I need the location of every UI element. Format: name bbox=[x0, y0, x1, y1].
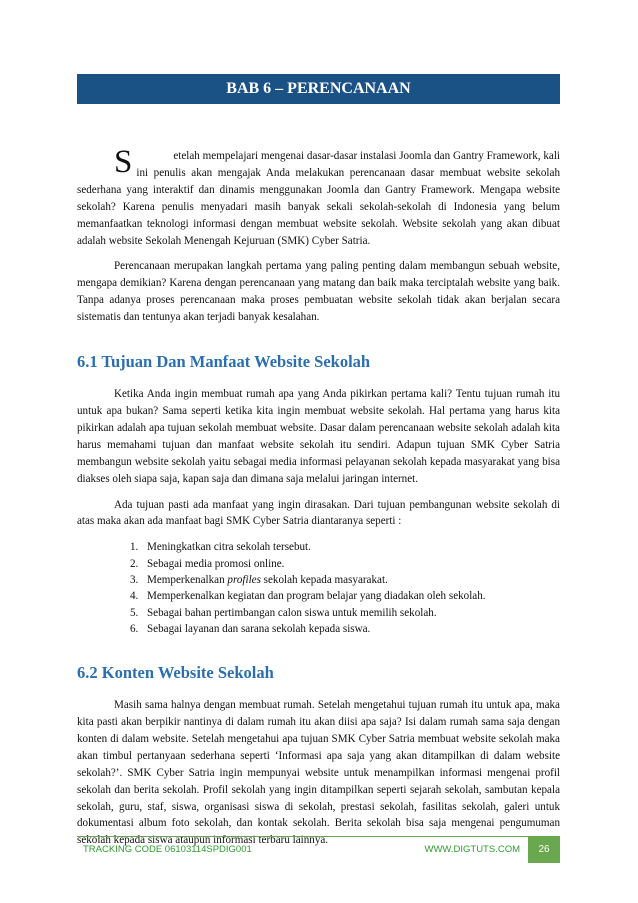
list-item: 4. Memperkenalkan kegiatan dan program belajar yang diadakan oleh sekolah. bbox=[130, 590, 486, 603]
dropcap-letter: S bbox=[114, 144, 133, 180]
section-heading-tujuan: 6.1 Tujuan Dan Manfaat Website Sekolah bbox=[77, 352, 371, 372]
page-number: 26 bbox=[528, 837, 560, 863]
intro-paragraph-2: Perencanaan merupakan langkah pertama yang paling penting dalam membangun sebuah website, mengapa demikian? Karena dengan perencanaan yang matang dan baik maka terciptalah website yang baik. Tanpa adanya proses perencanaan maka proses pembuatan website sekolah tidak akan berjalan secara sistematis dan tentunya akan terjadi banyak kesalahan. bbox=[77, 260, 560, 324]
list-item: 1. Meningkatkan citra sekolah tersebut. bbox=[130, 541, 311, 554]
chapter-title: BAB 6 – PERENCANAAN bbox=[226, 80, 411, 97]
list-item: 5. Sebagai bahan pertimbangan calon siswa untuk memilih sekolah. bbox=[130, 606, 437, 619]
benefits-list bbox=[77, 539, 560, 637]
website-link[interactable]: WWW.DIGTUTS.COM bbox=[424, 844, 520, 855]
section2-paragraph-1: Masih sama halnya dengan membuat rumah. Setelah mengetahui tujuan rumah itu untuk apa, maka kita pasti akan berpikir nantinya di dalam rumah itu akan diisi apa saja? Isi dalam rumah sama saja dengan konten di dalam website. Setelah mengetahui apa tujuan SMK Cyber Satria membuat website sekolah maka akan timbul pertanyaan sederhana seperti ‘Informasi apa saja yang akan ditampilkan di dalam website sekolah?’. SMK Cyber Satria ingin mempunyai website untuk menampilkan informasi mengenai profil sekolah dan berita sekolah. Profil sekolah yang ingin ditampilkan seperti sejarah sekolah, sambutan kepala sekolah, guru, staf, siswa, organisasi siswa di sekolah, prestasi sekolah, fasilitas sekolah, galeri untuk dokumentasi album foto sekolah, dan kontak sekolah. Berita sekolah bisa saja mengenai pengumuman sekolah kepada siswa ataupun informasi terbaru lainnya. bbox=[77, 699, 560, 847]
intro-paragraph-1-text: etelah mempelajari mengenai dasar-dasar instalasi Joomla dan Gantry Framework, kali ini penulis akan mengajak Anda melakukan perencanaan dasar membuat website sekolah sederhana yang interaktif dan dinamis menggunakan Joomla dan Gantry Framework. Mengapa website sekolah? Karena penulis menyadari masih banyak sekali sekolah-sekolah di Indonesia yang belum memanfaatkan teknologi informasi dengan membuat website sekolah. Website sekolah yang akan dibuat adalah website Sekolah Menengah Kejuruan (SMK) Cyber Satria. bbox=[77, 150, 560, 247]
chapter-title-bar bbox=[77, 74, 560, 104]
section1-paragraph-2: Ada tujuan pasti ada manfaat yang ingin dirasakan. Dari tujuan pembangunan website sekolah di atas maka akan ada manfaat bagi SMK Cyber Satria diantaranya seperti : bbox=[77, 498, 560, 528]
list-item: 2. Sebagai media promosi online. bbox=[130, 557, 285, 570]
section-heading-konten: 6.2 Konten Website Sekolah bbox=[77, 663, 274, 683]
page-body bbox=[77, 144, 560, 858]
page-footer bbox=[77, 836, 560, 863]
intro-paragraph-1 bbox=[77, 144, 560, 249]
tracking-code: TRACKING CODE 06103114SPDIG001 bbox=[83, 844, 252, 855]
section1-paragraph-1: Ketika Anda ingin membuat rumah apa yang Anda pikirkan pertama kali? Tentu tujuan rumah itu untuk apa bukan? Sama seperti ketika kita ingin membuat website sekolah. Hal pertama yang harus kita pikirkan adalah apa tujuan sekolah membuat website. Dasar dalam perencanaan website sekolah adalah kita harus memahami tujuan dan manfaat website sekolah itu sendiri. Adapun tujuan SMK Cyber Satria membangun website sekolah yaitu sebagai media informasi pelayanan sekolah kepada masyarakat yang bisa diakses oleh siapa saja, kapan saja dan dimana saja melalui jaringan internet. bbox=[77, 388, 560, 485]
list-item: 3. Memperkenalkan profiles sekolah kepada masyarakat. bbox=[130, 573, 388, 586]
list-item: 6. Sebagai layanan dan sarana sekolah kepada siswa. bbox=[130, 622, 371, 635]
